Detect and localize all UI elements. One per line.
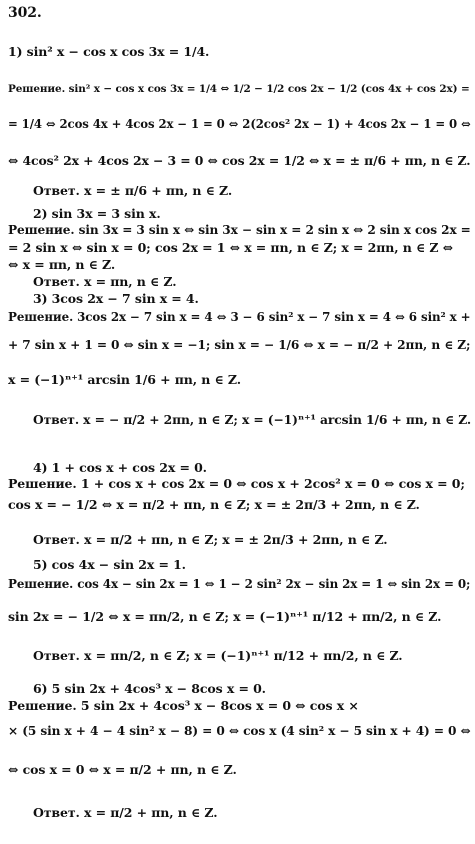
task-3-solution-line: + 7 sin x + 1 = 0 ⇔ sin x = −1; sin x = − 1/6 ⇔ x = − π/2 + 2πn, n ∈ Z;	[8, 338, 471, 352]
task-6-solution-line: ⇔ cos x = 0 ⇔ x = π/2 + πn, n ∈ Z.	[8, 762, 237, 777]
task-1-solution-line: ⇔ 4cos² 2x + 4cos 2x − 3 = 0 ⇔ cos 2x = 1/2 ⇔ x = ± π/6 + πn, n ∈ Z.	[8, 153, 471, 168]
task-1-statement: 1) sin² x − cos x cos 3x = 1/4.	[8, 44, 210, 59]
task-1-answer: Ответ. x = ± π/6 + πn, n ∈ Z.	[33, 183, 233, 198]
task-5-statement: 5) cos 4x − sin 2x = 1.	[33, 557, 186, 572]
problem-number: 302.	[8, 5, 42, 21]
task-3-answer: Ответ. x = − π/2 + 2πn, n ∈ Z; x = (−1)ⁿ⁺¹ arcsin 1/6 + πn, n ∈ Z.	[33, 412, 472, 427]
task-4-answer: Ответ. x = π/2 + πn, n ∈ Z; x = ± 2π/3 + 2πn, n ∈ Z.	[33, 532, 388, 547]
task-3-solution-line: Решение. 3cos 2x − 7 sin x = 4 ⇔ 3 − 6 sin² x − 7 sin x = 4 ⇔ 6 sin² x +	[8, 310, 471, 324]
task-6-solution-line: Решение. 5 sin 2x + 4cos³ x − 8cos x = 0 ⇔ cos x ×	[8, 698, 359, 713]
task-2-solution-line: ⇔ x = πn, n ∈ Z.	[8, 257, 116, 272]
task-6-answer: Ответ. x = π/2 + πn, n ∈ Z.	[33, 805, 218, 820]
task-2-answer: Ответ. x = πn, n ∈ Z.	[33, 274, 177, 289]
task-6-statement: 6) 5 sin 2x + 4cos³ x − 8cos x = 0.	[33, 681, 266, 696]
task-5-answer: Ответ. x = πn/2, n ∈ Z; x = (−1)ⁿ⁺¹ π/12 + πn/2, n ∈ Z.	[33, 648, 403, 663]
task-3-solution-line: x = (−1)ⁿ⁺¹ arcsin 1/6 + πn, n ∈ Z.	[8, 372, 241, 387]
task-5-solution-line: Решение. cos 4x − sin 2x = 1 ⇔ 1 − 2 sin² 2x − sin 2x = 1 ⇔ sin 2x = 0;	[8, 577, 471, 591]
task-4-statement: 4) 1 + cos x + cos 2x = 0.	[33, 460, 207, 475]
task-4-solution-line: cos x = − 1/2 ⇔ x = π/2 + πn, n ∈ Z; x = ± 2π/3 + 2πn, n ∈ Z.	[8, 497, 420, 512]
task-3-statement: 3) 3cos 2x − 7 sin x = 4.	[33, 291, 199, 306]
task-1-solution-line: = 1/4 ⇔ 2cos 4x + 4cos 2x − 1 = 0 ⇔ 2(2cos² 2x − 1) + 4cos 2x − 1 = 0 ⇔	[8, 117, 471, 131]
task-5-solution-line: sin 2x = − 1/2 ⇔ x = πn/2, n ∈ Z; x = (−1)ⁿ⁺¹ π/12 + πn/2, n ∈ Z.	[8, 609, 442, 624]
task-1-solution-line: Решение. sin² x − cos x cos 3x = 1/4 ⇔ 1/2 − 1/2 cos 2x − 1/2 (cos 4x + cos 2x) =	[8, 83, 470, 95]
task-6-solution-line: × (5 sin x + 4 − 4 sin² x − 8) = 0 ⇔ cos x (4 sin² x − 5 sin x + 4) = 0 ⇔	[8, 724, 471, 738]
task-2-solution-line: = 2 sin x ⇔ sin x = 0; cos 2x = 1 ⇔ x = πn, n ∈ Z; x = 2πn, n ∈ Z ⇔	[8, 240, 454, 255]
task-2-statement: 2) sin 3x = 3 sin x.	[33, 206, 161, 221]
task-4-solution-line: Решение. 1 + cos x + cos 2x = 0 ⇔ cos x + 2cos² x = 0 ⇔ cos x = 0;	[8, 476, 465, 491]
task-2-solution-line: Решение. sin 3x = 3 sin x ⇔ sin 3x − sin x = 2 sin x ⇔ 2 sin x cos 2x =	[8, 223, 471, 237]
